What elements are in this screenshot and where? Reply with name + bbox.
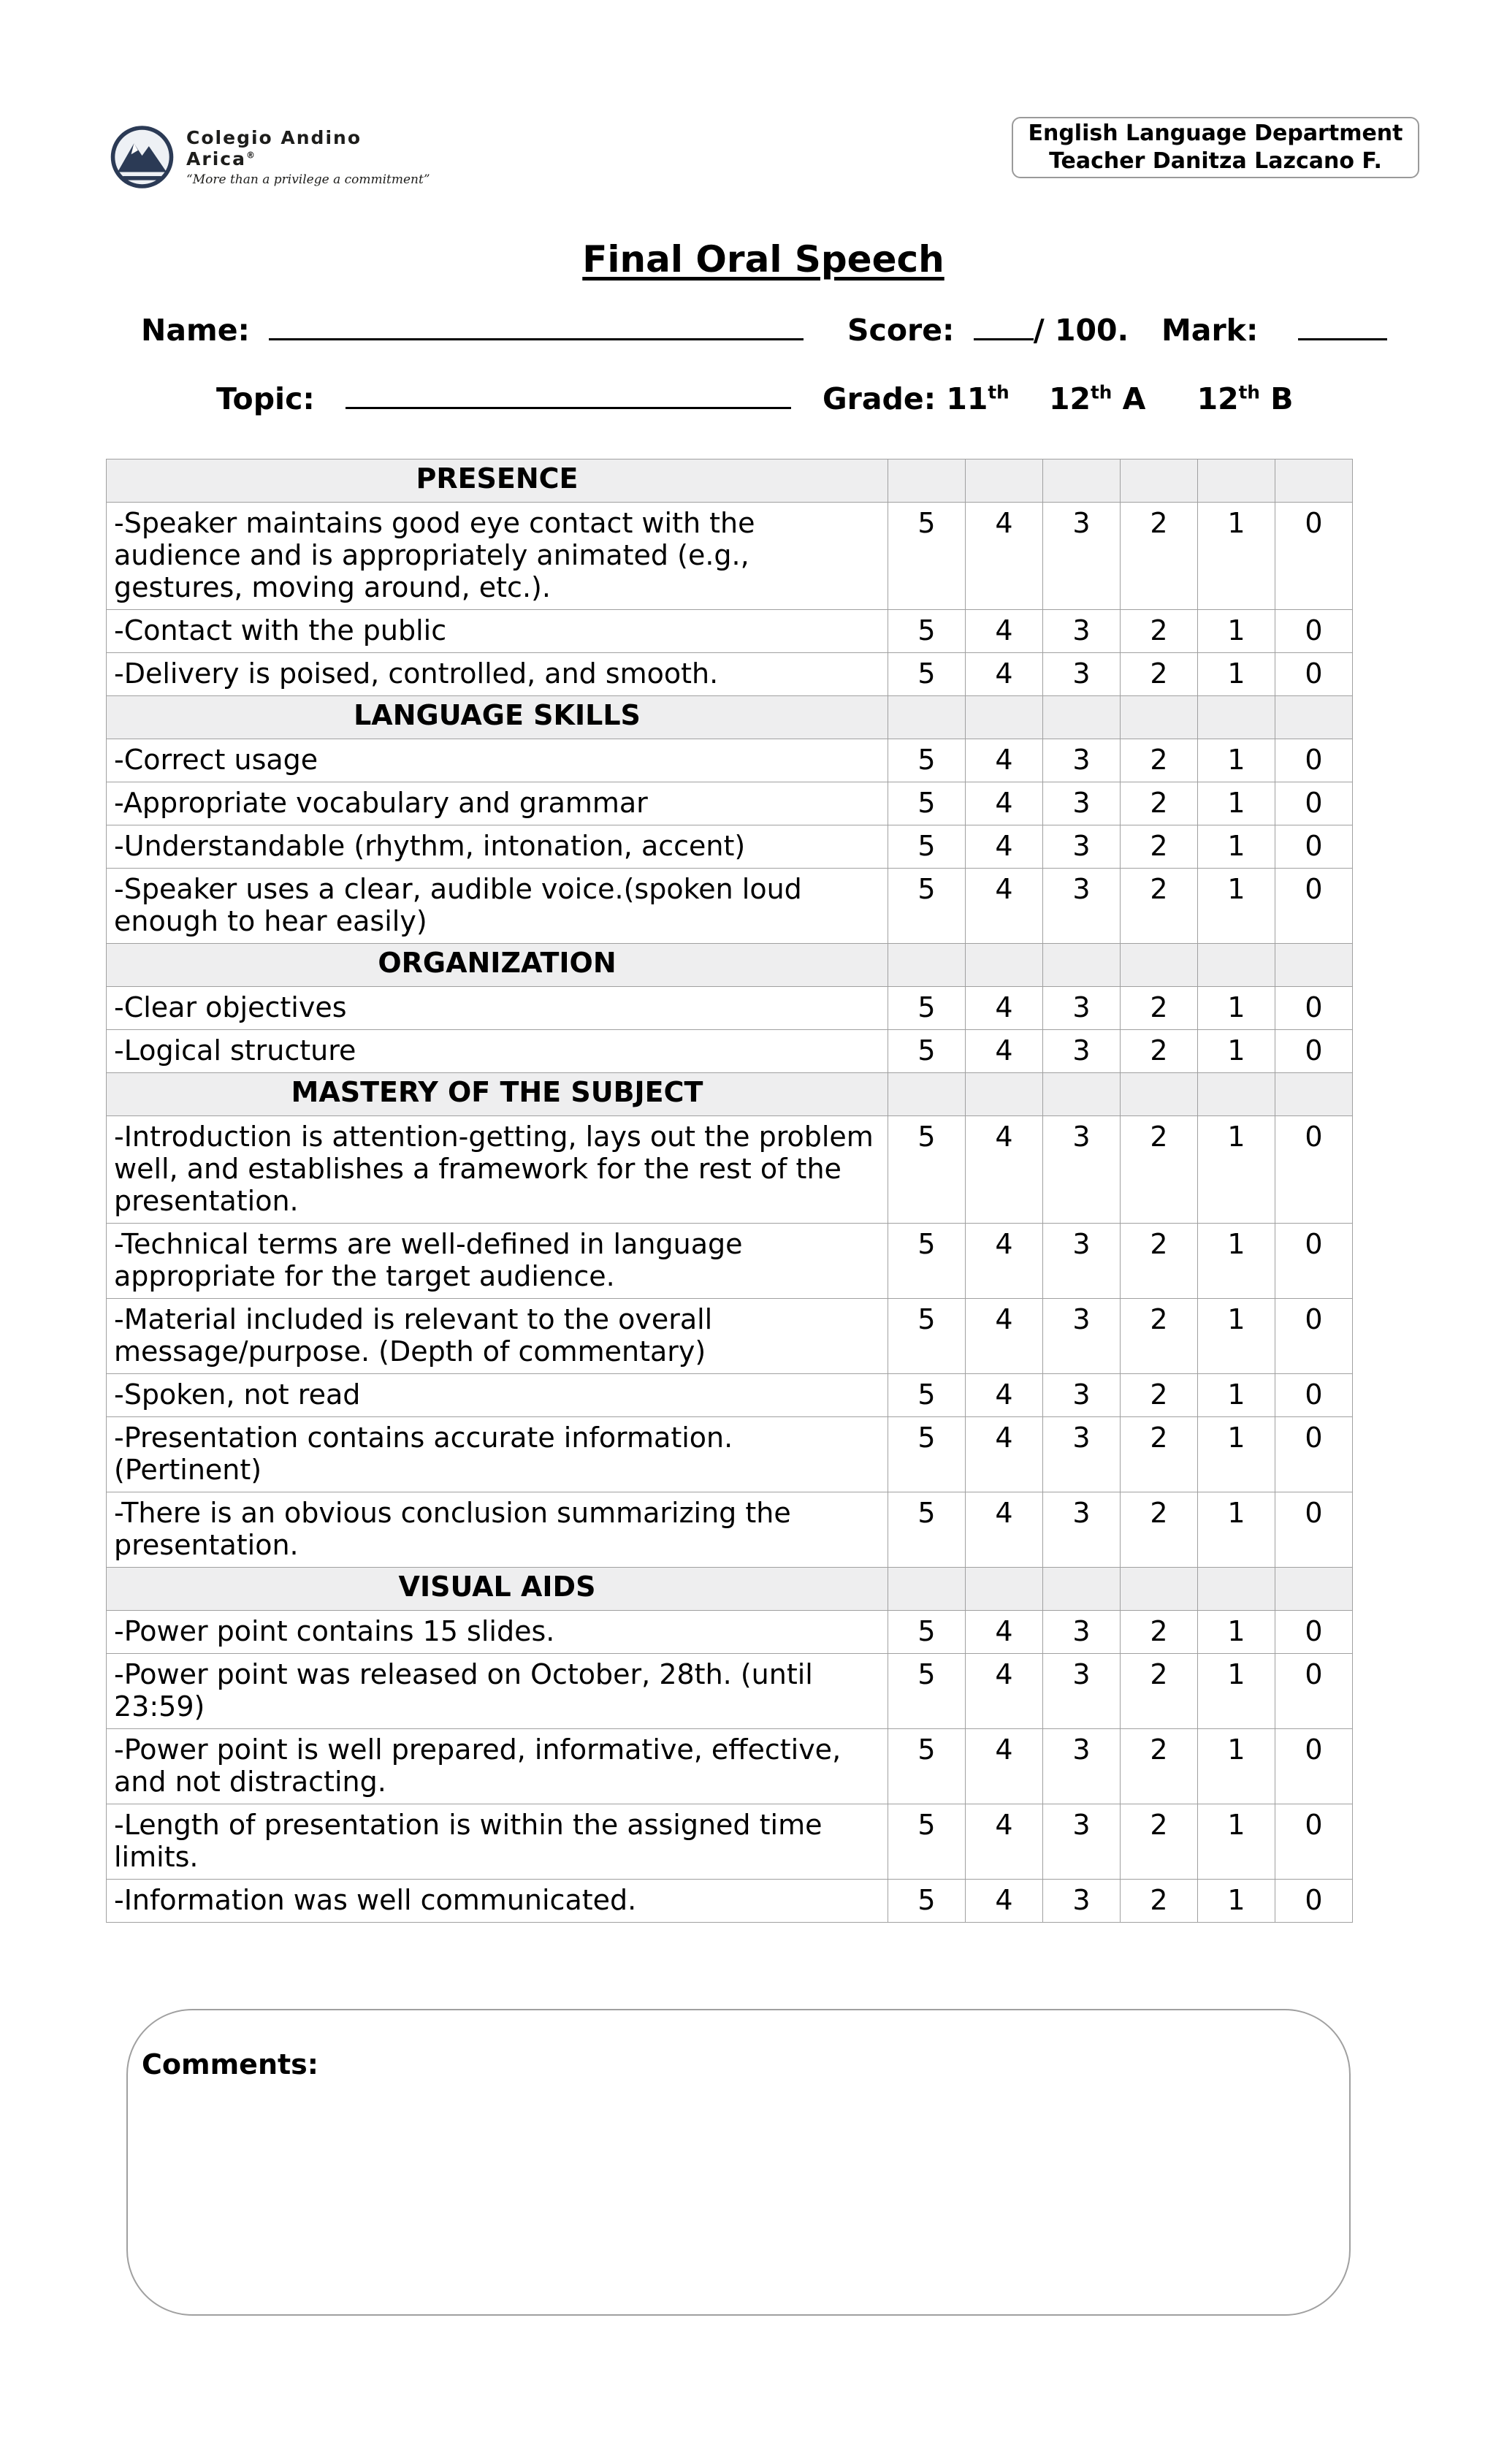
score-option-3[interactable]: 3 xyxy=(1043,739,1121,782)
section-header-cell xyxy=(1275,1568,1353,1611)
rubric-table xyxy=(106,459,1353,1923)
score-option-0[interactable]: 0 xyxy=(1275,739,1353,782)
section-header-cell xyxy=(1043,1568,1121,1611)
criterion-text: -Speaker uses a clear, audible voice.(spoken loud enough to hear easily) xyxy=(107,869,888,944)
score-option-2[interactable]: 2 xyxy=(1121,1299,1198,1374)
criterion-row xyxy=(107,869,1353,944)
criterion-row xyxy=(107,1880,1353,1923)
criterion-row xyxy=(107,1804,1353,1880)
score-option-0[interactable]: 0 xyxy=(1275,825,1353,869)
score-option-5[interactable]: 5 xyxy=(888,1654,966,1729)
score-option-3[interactable]: 3 xyxy=(1043,1729,1121,1804)
score-option-1[interactable]: 1 xyxy=(1198,1299,1275,1374)
score-blank[interactable] xyxy=(974,332,1034,340)
score-option-2[interactable]: 2 xyxy=(1121,987,1198,1030)
score-option-4[interactable]: 4 xyxy=(966,987,1043,1030)
section-header-cell xyxy=(888,944,966,987)
score-option-3[interactable]: 3 xyxy=(1043,1804,1121,1880)
grade-field xyxy=(823,381,1293,416)
section-header-cell xyxy=(888,459,966,503)
section-header-row xyxy=(107,1568,1353,1611)
score-option-1[interactable]: 1 xyxy=(1198,782,1275,825)
section-header-cell xyxy=(1121,459,1198,503)
score-option-0[interactable]: 0 xyxy=(1275,1224,1353,1299)
section-header-cell xyxy=(966,1568,1043,1611)
score-option-4[interactable]: 4 xyxy=(966,782,1043,825)
score-option-2[interactable]: 2 xyxy=(1121,1030,1198,1073)
score-option-5[interactable]: 5 xyxy=(888,503,966,610)
criterion-text: -Introduction is attention-getting, lays out the problem well, and establishes a framework for the rest of the presentation. xyxy=(107,1116,888,1224)
teacher-name: Teacher Danitza Lazcano F. xyxy=(1049,148,1382,174)
section-header-cell xyxy=(1198,459,1275,503)
score-field xyxy=(847,313,1129,348)
score-option-5[interactable]: 5 xyxy=(888,869,966,944)
score-option-3[interactable]: 3 xyxy=(1043,1116,1121,1224)
score-option-4[interactable]: 4 xyxy=(966,653,1043,696)
score-option-3[interactable]: 3 xyxy=(1043,653,1121,696)
score-option-4[interactable]: 4 xyxy=(966,1804,1043,1880)
section-header-cell xyxy=(1275,944,1353,987)
score-option-5[interactable]: 5 xyxy=(888,1417,966,1492)
score-option-2[interactable]: 2 xyxy=(1121,825,1198,869)
score-option-4[interactable]: 4 xyxy=(966,1116,1043,1224)
criterion-row xyxy=(107,782,1353,825)
score-option-1[interactable]: 1 xyxy=(1198,825,1275,869)
score-option-2[interactable]: 2 xyxy=(1121,1224,1198,1299)
score-option-4[interactable]: 4 xyxy=(966,503,1043,610)
score-option-5[interactable]: 5 xyxy=(888,1492,966,1568)
criterion-text: -Clear objectives xyxy=(107,987,888,1030)
criterion-text: -Power point contains 15 slides. xyxy=(107,1611,888,1654)
score-option-0[interactable]: 0 xyxy=(1275,1116,1353,1224)
score-option-3[interactable]: 3 xyxy=(1043,1299,1121,1374)
criterion-row xyxy=(107,503,1353,610)
section-header-cell xyxy=(1198,1073,1275,1116)
section-header-cell xyxy=(888,1568,966,1611)
score-option-1[interactable]: 1 xyxy=(1198,1030,1275,1073)
score-option-5[interactable]: 5 xyxy=(888,1804,966,1880)
name-field xyxy=(141,313,804,348)
score-option-2[interactable]: 2 xyxy=(1121,1417,1198,1492)
score-option-1[interactable]: 1 xyxy=(1198,739,1275,782)
score-option-3[interactable]: 3 xyxy=(1043,782,1121,825)
school-name: Colegio Andino Arica® xyxy=(186,127,362,169)
score-option-2[interactable]: 2 xyxy=(1121,1804,1198,1880)
section-header-cell xyxy=(1121,944,1198,987)
score-option-2[interactable]: 2 xyxy=(1121,1116,1198,1224)
score-option-1[interactable]: 1 xyxy=(1198,987,1275,1030)
score-option-1[interactable]: 1 xyxy=(1198,1224,1275,1299)
score-option-4[interactable]: 4 xyxy=(966,1374,1043,1417)
section-header-cell xyxy=(966,459,1043,503)
score-option-1[interactable]: 1 xyxy=(1198,610,1275,653)
page-title: Final Oral Speech xyxy=(582,238,944,281)
score-option-2[interactable]: 2 xyxy=(1121,869,1198,944)
criterion-row xyxy=(107,1654,1353,1729)
criterion-row xyxy=(107,987,1353,1030)
score-option-1[interactable]: 1 xyxy=(1198,1374,1275,1417)
criterion-row xyxy=(107,1224,1353,1299)
score-option-5[interactable]: 5 xyxy=(888,1611,966,1654)
criterion-row xyxy=(107,610,1353,653)
criterion-text: -Power point is well prepared, informative, effective, and not distracting. xyxy=(107,1729,888,1804)
score-option-3[interactable]: 3 xyxy=(1043,1374,1121,1417)
score-option-3[interactable]: 3 xyxy=(1043,1611,1121,1654)
topic-blank[interactable] xyxy=(346,401,791,409)
score-option-0[interactable]: 0 xyxy=(1275,1374,1353,1417)
score-option-3[interactable]: 3 xyxy=(1043,987,1121,1030)
score-option-2[interactable]: 2 xyxy=(1121,1729,1198,1804)
score-option-2[interactable]: 2 xyxy=(1121,1611,1198,1654)
score-option-4[interactable]: 4 xyxy=(966,869,1043,944)
section-header-cell xyxy=(1198,944,1275,987)
section-header-cell xyxy=(1121,1568,1198,1611)
score-option-5[interactable]: 5 xyxy=(888,653,966,696)
section-header-cell xyxy=(1043,459,1121,503)
score-option-5[interactable]: 5 xyxy=(888,1030,966,1073)
score-option-3[interactable]: 3 xyxy=(1043,503,1121,610)
section-header-cell xyxy=(1043,1073,1121,1116)
score-option-5[interactable]: 5 xyxy=(888,1374,966,1417)
criterion-text: -Power point was released on October, 28th. (until 23:59) xyxy=(107,1654,888,1729)
score-option-1[interactable]: 1 xyxy=(1198,1417,1275,1492)
score-option-2[interactable]: 2 xyxy=(1121,1654,1198,1729)
criterion-row xyxy=(107,1374,1353,1417)
school-emblem-icon xyxy=(108,123,176,191)
score-option-3[interactable]: 3 xyxy=(1043,825,1121,869)
score-option-5[interactable]: 5 xyxy=(888,610,966,653)
score-option-2[interactable]: 2 xyxy=(1121,503,1198,610)
name-blank[interactable] xyxy=(269,332,804,340)
section-title: PRESENCE xyxy=(107,459,888,503)
criterion-row xyxy=(107,1116,1353,1224)
score-option-2[interactable]: 2 xyxy=(1121,1374,1198,1417)
score-option-1[interactable]: 1 xyxy=(1198,1611,1275,1654)
score-option-0[interactable]: 0 xyxy=(1275,653,1353,696)
score-option-4[interactable]: 4 xyxy=(966,1654,1043,1729)
score-option-3[interactable]: 3 xyxy=(1043,1030,1121,1073)
score-option-2[interactable]: 2 xyxy=(1121,739,1198,782)
score-option-0[interactable]: 0 xyxy=(1275,869,1353,944)
score-option-1[interactable]: 1 xyxy=(1198,1654,1275,1729)
score-option-4[interactable]: 4 xyxy=(966,1729,1043,1804)
section-header-cell xyxy=(1275,459,1353,503)
section-header-row xyxy=(107,944,1353,987)
topic-field xyxy=(216,381,791,416)
score-option-4[interactable]: 4 xyxy=(966,1492,1043,1568)
criterion-row xyxy=(107,1729,1353,1804)
section-header-cell xyxy=(1121,696,1198,739)
grade-12b-option[interactable]: 12th B xyxy=(1197,381,1294,416)
department-box xyxy=(1012,117,1419,178)
section-header-cell xyxy=(1198,696,1275,739)
criterion-row xyxy=(107,653,1353,696)
score-option-2[interactable]: 2 xyxy=(1121,610,1198,653)
section-header-cell xyxy=(966,1073,1043,1116)
score-option-3[interactable]: 3 xyxy=(1043,1492,1121,1568)
score-option-5[interactable]: 5 xyxy=(888,825,966,869)
section-header-cell xyxy=(888,696,966,739)
mark-blank[interactable] xyxy=(1298,332,1387,340)
criterion-text: -Contact with the public xyxy=(107,610,888,653)
section-header-cell xyxy=(888,1073,966,1116)
score-option-3[interactable]: 3 xyxy=(1043,1880,1121,1923)
criterion-row xyxy=(107,1299,1353,1374)
score-option-1[interactable]: 1 xyxy=(1198,1804,1275,1880)
department-name: English Language Department xyxy=(1028,121,1403,146)
criterion-text: -Correct usage xyxy=(107,739,888,782)
score-option-4[interactable]: 4 xyxy=(966,1030,1043,1073)
score-option-0[interactable]: 0 xyxy=(1275,1299,1353,1374)
grade-12a-option[interactable]: 12th A xyxy=(1048,381,1146,416)
section-title: LANGUAGE SKILLS xyxy=(107,696,888,739)
score-option-5[interactable]: 5 xyxy=(888,1116,966,1224)
score-option-0[interactable]: 0 xyxy=(1275,1611,1353,1654)
score-option-3[interactable]: 3 xyxy=(1043,610,1121,653)
score-option-3[interactable]: 3 xyxy=(1043,1654,1121,1729)
score-option-5[interactable]: 5 xyxy=(888,987,966,1030)
criterion-text: -Length of presentation is within the assigned time limits. xyxy=(107,1804,888,1880)
score-option-0[interactable]: 0 xyxy=(1275,1417,1353,1492)
score-option-1[interactable]: 1 xyxy=(1198,1492,1275,1568)
score-option-1[interactable]: 1 xyxy=(1198,1880,1275,1923)
score-option-3[interactable]: 3 xyxy=(1043,1417,1121,1492)
section-title: ORGANIZATION xyxy=(107,944,888,987)
criterion-row xyxy=(107,1030,1353,1073)
section-header-row xyxy=(107,696,1353,739)
score-option-1[interactable]: 1 xyxy=(1198,1116,1275,1224)
score-option-5[interactable]: 5 xyxy=(888,782,966,825)
section-header-cell xyxy=(1275,696,1353,739)
score-label: Score: xyxy=(847,313,955,348)
section-header-cell xyxy=(966,944,1043,987)
score-option-0[interactable]: 0 xyxy=(1275,1880,1353,1923)
criterion-text: -Appropriate vocabulary and grammar xyxy=(107,782,888,825)
score-option-3[interactable]: 3 xyxy=(1043,1224,1121,1299)
topic-label: Topic: xyxy=(216,381,315,416)
score-option-0[interactable]: 0 xyxy=(1275,987,1353,1030)
criterion-row xyxy=(107,825,1353,869)
criterion-text: -Logical structure xyxy=(107,1030,888,1073)
score-option-5[interactable]: 5 xyxy=(888,1224,966,1299)
section-title: MASTERY OF THE SUBJECT xyxy=(107,1073,888,1116)
criterion-text: -Spoken, not read xyxy=(107,1374,888,1417)
section-header-cell xyxy=(1198,1568,1275,1611)
section-header-cell xyxy=(1043,696,1121,739)
criterion-text: -Presentation contains accurate information.(Pertinent) xyxy=(107,1417,888,1492)
score-option-5[interactable]: 5 xyxy=(888,1729,966,1804)
score-option-4[interactable]: 4 xyxy=(966,1611,1043,1654)
score-option-3[interactable]: 3 xyxy=(1043,869,1121,944)
score-option-4[interactable]: 4 xyxy=(966,610,1043,653)
criterion-text: -Speaker maintains good eye contact with the audience and is appropriately animated (e.g., gestures, moving around, etc.). xyxy=(107,503,888,610)
score-option-1[interactable]: 1 xyxy=(1198,653,1275,696)
score-option-5[interactable]: 5 xyxy=(888,1880,966,1923)
criterion-row xyxy=(107,739,1353,782)
score-option-0[interactable]: 0 xyxy=(1275,1654,1353,1729)
criterion-row xyxy=(107,1611,1353,1654)
section-header-cell xyxy=(1121,1073,1198,1116)
section-header-cell xyxy=(1275,1073,1353,1116)
section-header-cell xyxy=(1043,944,1121,987)
comments-label: Comments: xyxy=(142,2048,318,2080)
score-option-2[interactable]: 2 xyxy=(1121,1880,1198,1923)
score-option-1[interactable]: 1 xyxy=(1198,1729,1275,1804)
criterion-row xyxy=(107,1492,1353,1568)
score-option-0[interactable]: 0 xyxy=(1275,1804,1353,1880)
score-option-4[interactable]: 4 xyxy=(966,1880,1043,1923)
score-option-2[interactable]: 2 xyxy=(1121,653,1198,696)
score-suffix: / 100. xyxy=(1033,313,1129,348)
score-option-4[interactable]: 4 xyxy=(966,825,1043,869)
score-option-2[interactable]: 2 xyxy=(1121,782,1198,825)
criterion-text: -Information was well communicated. xyxy=(107,1880,888,1923)
school-logo xyxy=(108,110,437,205)
score-option-2[interactable]: 2 xyxy=(1121,1492,1198,1568)
score-option-5[interactable]: 5 xyxy=(888,1299,966,1374)
criterion-text: -There is an obvious conclusion summarizing the presentation. xyxy=(107,1492,888,1568)
criterion-text: -Material included is relevant to the overall message/purpose. (Depth of commentary) xyxy=(107,1299,888,1374)
name-label: Name: xyxy=(141,313,250,348)
score-option-4[interactable]: 4 xyxy=(966,1417,1043,1492)
score-option-1[interactable]: 1 xyxy=(1198,503,1275,610)
criterion-text: -Understandable (rhythm, intonation, accent) xyxy=(107,825,888,869)
score-option-0[interactable]: 0 xyxy=(1275,503,1353,610)
score-option-4[interactable]: 4 xyxy=(966,739,1043,782)
score-option-1[interactable]: 1 xyxy=(1198,869,1275,944)
score-option-4[interactable]: 4 xyxy=(966,1224,1043,1299)
criterion-text: -Technical terms are well-defined in language appropriate for the target audience. xyxy=(107,1224,888,1299)
score-option-4[interactable]: 4 xyxy=(966,1299,1043,1374)
section-header-row xyxy=(107,1073,1353,1116)
score-option-0[interactable]: 0 xyxy=(1275,1030,1353,1073)
score-option-0[interactable]: 0 xyxy=(1275,782,1353,825)
score-option-0[interactable]: 0 xyxy=(1275,1729,1353,1804)
section-title: VISUAL AIDS xyxy=(107,1568,888,1611)
score-option-5[interactable]: 5 xyxy=(888,739,966,782)
grade-11-option[interactable]: Grade: 11th xyxy=(823,381,1010,416)
mark-field xyxy=(1161,313,1387,348)
school-motto: “More than a privilege a commitment” xyxy=(186,172,430,187)
score-option-0[interactable]: 0 xyxy=(1275,610,1353,653)
criterion-text: -Delivery is poised, controlled, and smooth. xyxy=(107,653,888,696)
criterion-row xyxy=(107,1417,1353,1492)
section-header-cell xyxy=(966,696,1043,739)
section-header-row xyxy=(107,459,1353,503)
score-option-0[interactable]: 0 xyxy=(1275,1492,1353,1568)
mark-label: Mark: xyxy=(1161,313,1259,348)
